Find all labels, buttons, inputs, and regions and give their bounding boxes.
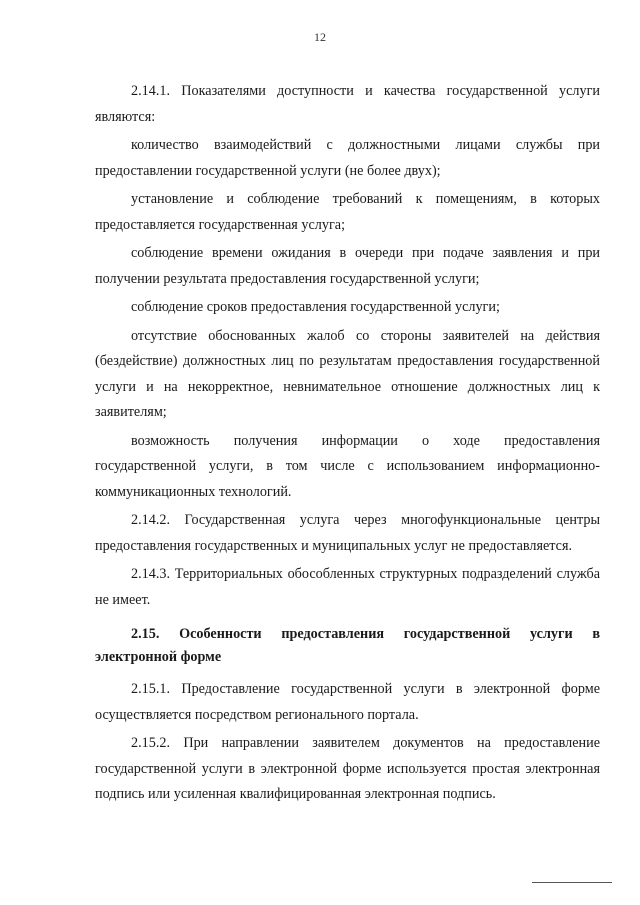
section-heading-2-15: 2.15. Особенности предоставления государственной услуги в электронной форме: [95, 626, 600, 665]
page-number: 12: [314, 30, 326, 44]
paragraph-interactions-count: количество взаимодействий с должностными лицами службы при предоставлении государственной услуги (не более двух);: [95, 137, 600, 179]
paragraph-premises-requirements: установление и соблюдение требований к помещениям, в которых предоставляется государственная услуга;: [95, 191, 600, 233]
paragraph-progress-info: возможность получения информации о ходе предоставления государственной услуги, в том числе с использованием информационно-коммуникационных технологий.: [95, 432, 600, 500]
paragraph-service-deadlines: соблюдение сроков предоставления государственной услуги;: [131, 299, 500, 315]
paragraph-no-complaints: отсутствие обоснованных жалоб со стороны заявителей на действия (бездействие) должностных лиц по результатам предоставления государственной услуги и на некорректное, невнимательное отношение должностных лиц к заявителям;: [95, 327, 600, 420]
footer-divider: [532, 882, 612, 883]
paragraph-2-14-1: 2.14.1. Показателями доступности и качества государственной услуги являются:: [95, 83, 600, 125]
document-body: [95, 79, 600, 811]
paragraph-2-14-2: 2.14.2. Государственная услуга через многофункциональные центры предоставления государственных и муниципальных услуг не предоставляется.: [95, 512, 600, 554]
paragraph-2-15-2: 2.15.2. При направлении заявителем документов на предоставление государственной услуги в электронной форме используется простая электронная подпись или усиленная квалифицированная электронная подпись.: [95, 735, 600, 802]
paragraph-queue-time: соблюдение времени ожидания в очереди при подаче заявления и при получении результата предоставления государственной услуги;: [95, 245, 600, 287]
paragraph-2-14-3: 2.14.3. Территориальных обособленных структурных подразделений служба не имеет.: [95, 566, 600, 608]
paragraph-2-15-1: 2.15.1. Предоставление государственной услуги в электронной форме осуществляется посредством регионального портала.: [95, 681, 600, 723]
